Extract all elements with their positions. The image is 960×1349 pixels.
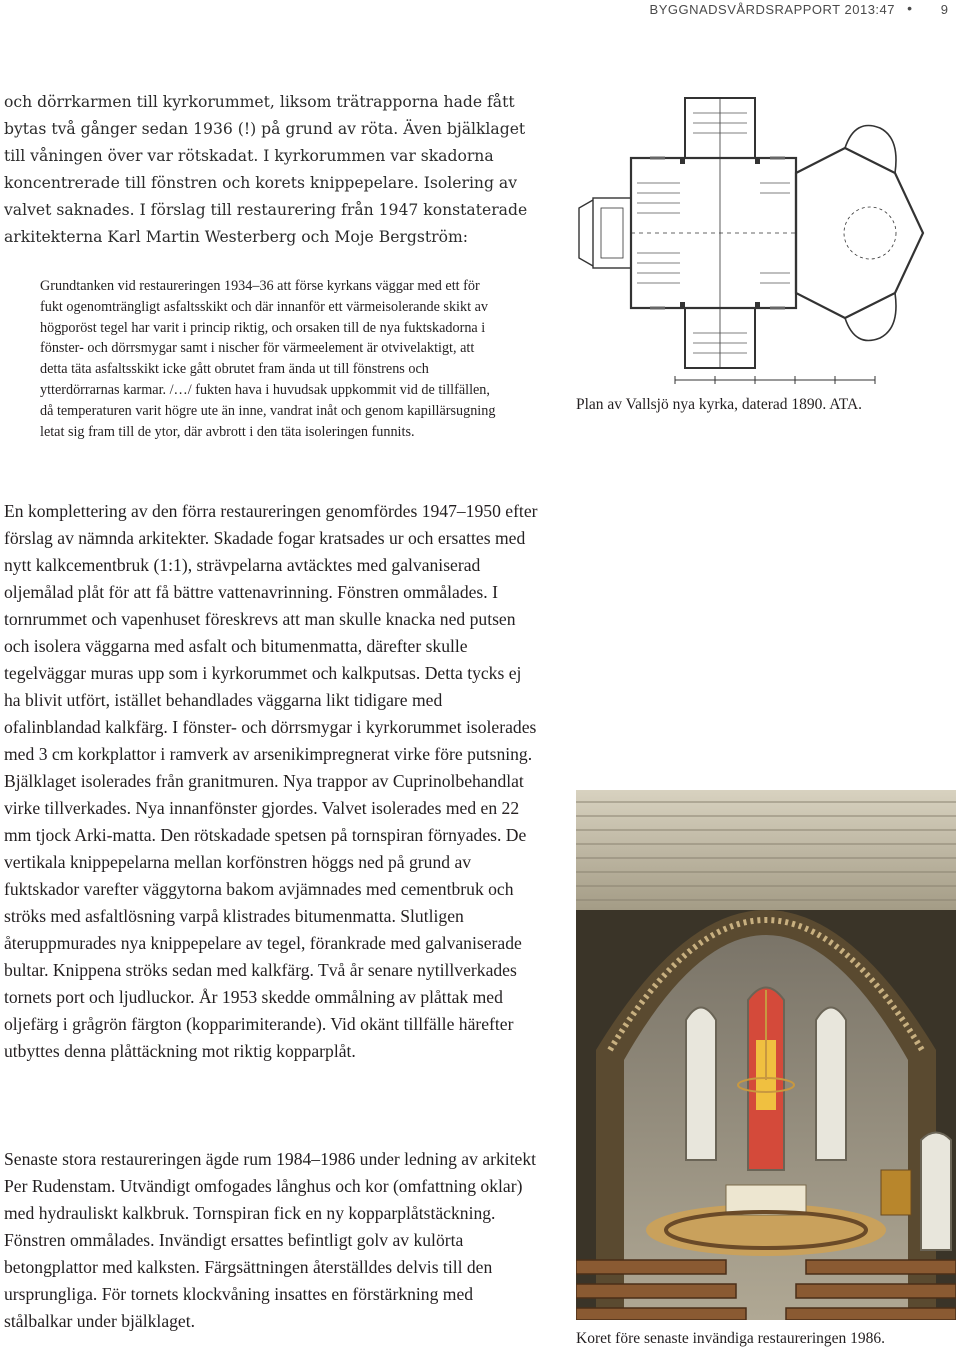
page-number: 9 bbox=[940, 2, 948, 17]
church-floor-plan bbox=[575, 88, 935, 388]
page-header bbox=[0, 0, 960, 24]
plan-caption: Plan av Vallsjö nya kyrka, daterad 1890. ATA. bbox=[576, 396, 863, 413]
intro-paragraph: och dörrkarmen till kyrkorummet, liksom trätrapporna hade fått bytas två gånger sedan 1936 (!) på grund av röta. Även bjälklaget till våningen över var rötskadat. I kyrkorummen var skadorna koncentrerade till fönstren och korets knippepelare. Isolering av valvet saknades. I förslag till restaurering från 1947 konstaterade arkitekterna Karl Martin Westerberg och Moje Bergström: bbox=[4, 93, 528, 246]
photo-caption: Koret före senaste invändiga restaureringen 1986. bbox=[576, 1330, 886, 1347]
restoration-1984-paragraph: Senaste stora restaureringen ägde rum 1984–1986 under ledning av arkitekt Per Rudenstam. Utvändigt omfogades långhus och kor (omfattning oklar) med hydrauliskt kalkbruk. Tornspiran fick en ny kopparplåtstäckning. Fönstren ommålades. Invändigt ersattes befintligt golv av kulörta betongplattor med kalksten. Färgsättningen återställdes delvis till den ursprungliga. För tornets klockvåning insattes en förstärkning med stålbalkar under bjälklaget. bbox=[4, 1149, 537, 1331]
chancel-interior-photo bbox=[576, 790, 956, 1320]
restoration-1947-paragraph: En komplettering av den förra restaureringen genomfördes 1947–1950 efter förslag av nämnda arkitekter. Skadade fogar kratsades ur och ersattes med nytt kalkcementbruk (1:1), strävpelarna avtäcktes med galvaniserad oljemålad plåt för att få bättre vattenavrinning. Fönstren ommålades. I tornrummet och vapenhuset föreskrevs att man skulle knacka ned putsen och isolera väggarna med asfalt och bitumenmatta, därefter skulle tegelväggar muras upp som i kyrkorummet och kalkputsas. Detta tycks ej ha blivit utfört, istället behandlades väggarna likt tidigare med ofalinblandad kalkfärg. I fönster- och dörrsmygar i kyrkorummet isolerades med 3 cm korkplattor i ramverk av arsenikimpregnerat virke före putsning. Bjälklaget isolerades från granitmuren. Nya trappor av Cuprinolbehandlat virke tillverkades. Nya innanfönster gjordes. Valvet isolerades med en 22 mm tjock Arki-matta. Den rötskadade spetsen på tornspiran förnyades. De vertikala knippepelarna mellan korfönstren höggs ned på grund av fuktskador varefter väggytorna bakom avjämnades med cementbruk och ströks med asfaltlösning varpå klistrades bitumenmatta. Slutligen återuppmurades nya knippepelare av tegel, förankrade med galvaniserade bultar. Knippena ströks sedan med kalkfärg. Två år senare nytillverkades tornets port och ljudluckor. År 1953 skedde ommålning av plåttak med oljefärg i grågrön färgton (kopparimiterande). Vid okänt tillfälle härefter utbyttes denna plåttäckning mot riktig kopparplåt. bbox=[4, 501, 538, 1061]
plan-chancel bbox=[796, 148, 923, 318]
plan-scale-bar bbox=[675, 376, 875, 384]
bullet-separator: • bbox=[907, 0, 912, 16]
plan-tower bbox=[593, 198, 631, 268]
architect-quote: Grundtanken vid restaureringen 1934–36 att förse kyrkans väggar med ett för fukt ogenomträngligt asfaltsskikt och där innanför ett värmeisolerande skikt av högporöst tegel har varit i princip riktig, och orsaken till de nya fuktskadorna i fönster- och dörrsmygar samt i nischer för värmeelement är otvivelaktigt, att detta täta asfaltsskikt icke gått obrutet fram ända ut till fönstrens och ytterdörrarnas karmar. /…/ fukten hava i huvudsak uppkommit vid de tillfällen, då temperaturen varit högre ute än inne, vandrat inåt och genom kapillärsugning letat sig fram till de ytor, där avbrott i den täta isoleringen funnits. bbox=[40, 278, 496, 440]
report-title: BYGGNADSVÅRDSRAPPORT 2013:47 bbox=[649, 2, 895, 17]
